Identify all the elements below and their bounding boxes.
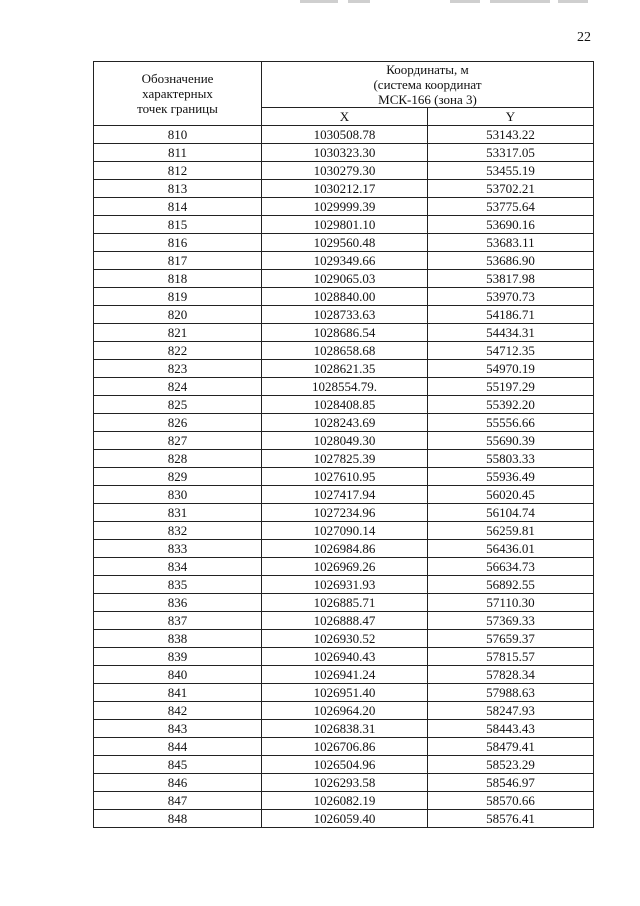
table-row [94, 558, 594, 576]
cell-point: 821 [94, 324, 262, 342]
table-row [94, 720, 594, 738]
cell-x: 1026940.43 [262, 648, 428, 666]
cell-y: 54434.31 [428, 324, 594, 342]
cell-y: 56892.55 [428, 576, 594, 594]
cell-y: 53702.21 [428, 180, 594, 198]
coordinates-table [93, 61, 594, 828]
cell-y: 55803.33 [428, 450, 594, 468]
cell-point: 827 [94, 432, 262, 450]
table-row [94, 144, 594, 162]
table-header [94, 62, 594, 126]
cell-point: 828 [94, 450, 262, 468]
cell-x: 1026082.19 [262, 792, 428, 810]
cell-y: 58570.66 [428, 792, 594, 810]
cell-point: 841 [94, 684, 262, 702]
table-row [94, 342, 594, 360]
cell-y: 53775.64 [428, 198, 594, 216]
cell-y: 54970.19 [428, 360, 594, 378]
cell-y: 55197.29 [428, 378, 594, 396]
cell-x: 1028621.35 [262, 360, 428, 378]
cell-y: 56104.74 [428, 504, 594, 522]
cell-point: 846 [94, 774, 262, 792]
table-row [94, 198, 594, 216]
cell-point: 824 [94, 378, 262, 396]
cell-y: 57828.34 [428, 666, 594, 684]
cell-point: 843 [94, 720, 262, 738]
cell-y: 53970.73 [428, 288, 594, 306]
cell-y: 56020.45 [428, 486, 594, 504]
table-row [94, 666, 594, 684]
cell-point: 822 [94, 342, 262, 360]
cell-point: 831 [94, 504, 262, 522]
cell-y: 57988.63 [428, 684, 594, 702]
cell-y: 58479.41 [428, 738, 594, 756]
cell-point: 819 [94, 288, 262, 306]
cell-point: 837 [94, 612, 262, 630]
cell-y: 53455.19 [428, 162, 594, 180]
cell-x: 1029560.48 [262, 234, 428, 252]
cell-y: 53686.90 [428, 252, 594, 270]
cell-x: 1029065.03 [262, 270, 428, 288]
table-row [94, 702, 594, 720]
header-y: Y [428, 108, 594, 126]
cell-y: 54186.71 [428, 306, 594, 324]
cell-point: 844 [94, 738, 262, 756]
cell-point: 817 [94, 252, 262, 270]
cell-x: 1026706.86 [262, 738, 428, 756]
cell-y: 54712.35 [428, 342, 594, 360]
cell-y: 58576.41 [428, 810, 594, 828]
cell-x: 1030323.30 [262, 144, 428, 162]
cell-x: 1029999.39 [262, 198, 428, 216]
cell-x: 1026969.26 [262, 558, 428, 576]
cell-x: 1028733.63 [262, 306, 428, 324]
cell-point: 814 [94, 198, 262, 216]
cell-x: 1026964.20 [262, 702, 428, 720]
cell-point: 830 [94, 486, 262, 504]
table-row [94, 306, 594, 324]
table-row [94, 450, 594, 468]
table-row [94, 774, 594, 792]
scan-artifact-marks [300, 0, 600, 4]
cell-point: 823 [94, 360, 262, 378]
cell-x: 1030508.78 [262, 126, 428, 144]
cell-x: 1028049.30 [262, 432, 428, 450]
cell-x: 1026930.52 [262, 630, 428, 648]
cell-y: 58443.43 [428, 720, 594, 738]
table-row [94, 594, 594, 612]
cell-y: 55690.39 [428, 432, 594, 450]
cell-x: 1026984.86 [262, 540, 428, 558]
cell-x: 1027090.14 [262, 522, 428, 540]
cell-x: 1026885.71 [262, 594, 428, 612]
cell-y: 53690.16 [428, 216, 594, 234]
cell-point: 815 [94, 216, 262, 234]
cell-x: 1028554.79. [262, 378, 428, 396]
cell-point: 847 [94, 792, 262, 810]
cell-point: 842 [94, 702, 262, 720]
cell-y: 57369.33 [428, 612, 594, 630]
cell-y: 53683.11 [428, 234, 594, 252]
cell-x: 1027825.39 [262, 450, 428, 468]
cell-point: 820 [94, 306, 262, 324]
cell-y: 56436.01 [428, 540, 594, 558]
table-row [94, 126, 594, 144]
table-row [94, 738, 594, 756]
table-row [94, 540, 594, 558]
table-row [94, 756, 594, 774]
cell-x: 1026059.40 [262, 810, 428, 828]
header-point-designation: Обозначение характерных точек границы [94, 62, 262, 126]
cell-x: 1029801.10 [262, 216, 428, 234]
cell-y: 53143.22 [428, 126, 594, 144]
table-row [94, 234, 594, 252]
cell-point: 813 [94, 180, 262, 198]
cell-point: 834 [94, 558, 262, 576]
cell-y: 55556.66 [428, 414, 594, 432]
cell-point: 826 [94, 414, 262, 432]
cell-x: 1028686.54 [262, 324, 428, 342]
cell-point: 838 [94, 630, 262, 648]
table-row [94, 684, 594, 702]
cell-point: 810 [94, 126, 262, 144]
table-row [94, 612, 594, 630]
cell-x: 1029349.66 [262, 252, 428, 270]
table-row [94, 360, 594, 378]
cell-point: 848 [94, 810, 262, 828]
cell-point: 829 [94, 468, 262, 486]
table-row [94, 522, 594, 540]
table-row [94, 468, 594, 486]
cell-y: 58523.29 [428, 756, 594, 774]
table-row [94, 648, 594, 666]
cell-x: 1028840.00 [262, 288, 428, 306]
table-row [94, 216, 594, 234]
cell-point: 845 [94, 756, 262, 774]
cell-point: 833 [94, 540, 262, 558]
cell-x: 1026951.40 [262, 684, 428, 702]
table-row [94, 810, 594, 828]
table-row [94, 270, 594, 288]
cell-point: 835 [94, 576, 262, 594]
cell-point: 818 [94, 270, 262, 288]
cell-y: 58247.93 [428, 702, 594, 720]
cell-point: 840 [94, 666, 262, 684]
cell-y: 53817.98 [428, 270, 594, 288]
cell-y: 57815.57 [428, 648, 594, 666]
cell-y: 57110.30 [428, 594, 594, 612]
header-coordinates: Координаты, м (система координат МСК-166 (зона 3) [262, 62, 594, 108]
table-row [94, 252, 594, 270]
table-row [94, 180, 594, 198]
cell-point: 825 [94, 396, 262, 414]
cell-point: 832 [94, 522, 262, 540]
cell-x: 1028243.69 [262, 414, 428, 432]
cell-x: 1026931.93 [262, 576, 428, 594]
cell-x: 1026293.58 [262, 774, 428, 792]
cell-x: 1027610.95 [262, 468, 428, 486]
table-row [94, 324, 594, 342]
cell-y: 57659.37 [428, 630, 594, 648]
cell-y: 56634.73 [428, 558, 594, 576]
cell-x: 1030279.30 [262, 162, 428, 180]
cell-x: 1027417.94 [262, 486, 428, 504]
cell-y: 55392.20 [428, 396, 594, 414]
page-number: 22 [577, 30, 591, 45]
cell-y: 55936.49 [428, 468, 594, 486]
cell-x: 1026941.24 [262, 666, 428, 684]
table-row [94, 576, 594, 594]
cell-x: 1028658.68 [262, 342, 428, 360]
cell-x: 1028408.85 [262, 396, 428, 414]
table-row [94, 792, 594, 810]
header-x: X [262, 108, 428, 126]
table-row [94, 630, 594, 648]
table-row [94, 414, 594, 432]
cell-point: 839 [94, 648, 262, 666]
cell-x: 1026838.31 [262, 720, 428, 738]
cell-y: 56259.81 [428, 522, 594, 540]
cell-x: 1027234.96 [262, 504, 428, 522]
table-body [94, 126, 594, 828]
table-row [94, 486, 594, 504]
cell-point: 812 [94, 162, 262, 180]
table-row [94, 432, 594, 450]
table-row [94, 396, 594, 414]
table-row [94, 504, 594, 522]
cell-x: 1026888.47 [262, 612, 428, 630]
cell-point: 811 [94, 144, 262, 162]
cell-x: 1026504.96 [262, 756, 428, 774]
table-row [94, 378, 594, 396]
cell-x: 1030212.17 [262, 180, 428, 198]
cell-y: 53317.05 [428, 144, 594, 162]
table-row [94, 288, 594, 306]
cell-point: 836 [94, 594, 262, 612]
cell-y: 58546.97 [428, 774, 594, 792]
cell-point: 816 [94, 234, 262, 252]
table-row [94, 162, 594, 180]
